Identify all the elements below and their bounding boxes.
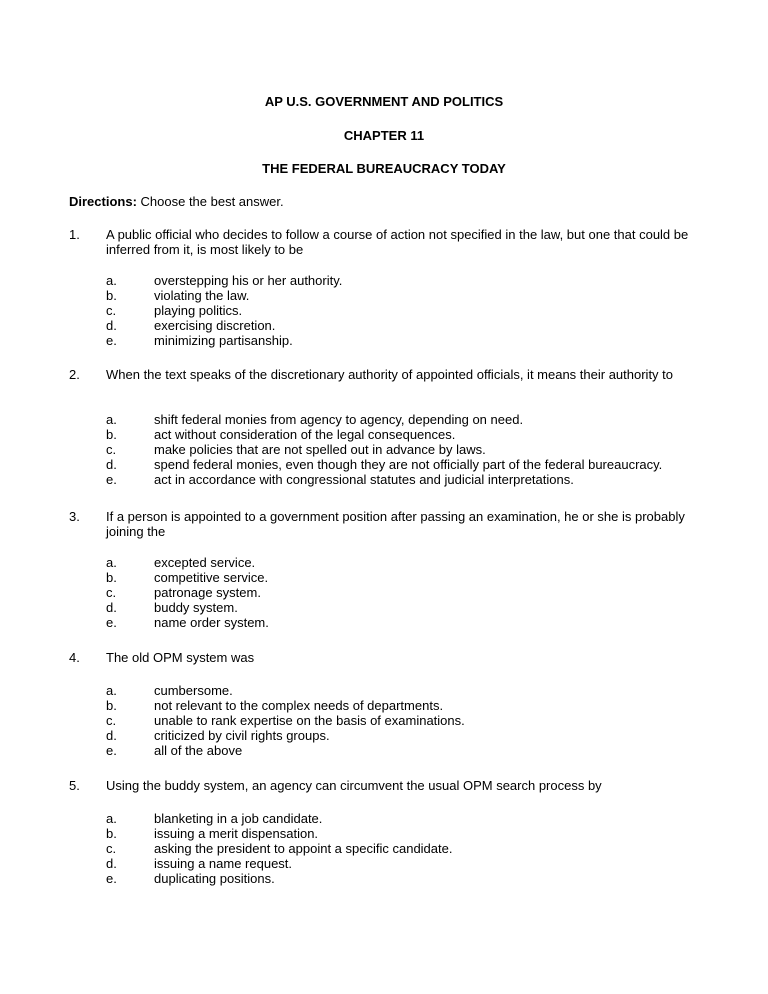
directions-text: Choose the best answer.	[136, 194, 284, 209]
answer-option	[106, 871, 706, 886]
option-letter: c.	[106, 841, 117, 856]
option-letter: c.	[106, 713, 117, 728]
answer-option	[106, 743, 706, 758]
option-text: duplicating positions.	[154, 871, 275, 886]
option-letter: e.	[106, 615, 117, 630]
answer-option	[106, 472, 706, 487]
option-letter: c.	[106, 585, 117, 600]
option-letter: d.	[106, 318, 117, 333]
answer-option	[106, 288, 706, 303]
option-letter: e.	[106, 743, 117, 758]
option-text: exercising discretion.	[154, 318, 276, 333]
chapter-title: THE FEDERAL BUREAUCRACY TODAY	[262, 161, 506, 176]
option-letter: b.	[106, 826, 117, 841]
answer-option	[106, 555, 706, 570]
option-letter: c.	[106, 303, 117, 318]
answer-option	[106, 713, 706, 728]
answer-option	[106, 333, 706, 348]
option-text: cumbersome.	[154, 683, 233, 698]
option-text: issuing a merit dispensation.	[154, 826, 319, 841]
answer-option	[106, 728, 706, 743]
option-text: all of the above	[154, 743, 243, 758]
option-text: asking the president to appoint a specific candidate.	[154, 841, 453, 856]
option-letter: d.	[106, 728, 117, 743]
answer-option	[106, 683, 706, 698]
answer-option	[106, 303, 706, 318]
directions	[69, 194, 284, 209]
option-letter: a.	[106, 683, 117, 698]
question-number: 4.	[69, 650, 80, 665]
option-letter: a.	[106, 811, 117, 826]
document-title: AP U.S. GOVERNMENT AND POLITICS	[264, 94, 504, 109]
option-letter: d.	[106, 457, 117, 472]
question-text: Using the buddy system, an agency can circumvent the usual OPM search process by	[106, 778, 602, 793]
option-text: issuing a name request.	[154, 856, 293, 871]
question-text: The old OPM system was	[106, 650, 255, 665]
answer-options	[106, 811, 706, 886]
option-letter: b.	[106, 698, 117, 713]
option-text: overstepping his or her authority.	[154, 273, 343, 288]
answer-option	[106, 600, 706, 615]
option-letter: b.	[106, 427, 117, 442]
option-letter: e.	[106, 333, 117, 348]
option-text: name order system.	[154, 615, 269, 630]
option-text: excepted service.	[154, 555, 256, 570]
answer-option	[106, 412, 706, 427]
option-text: buddy system.	[154, 600, 238, 615]
question-text: If a person is appointed to a government position after passing an examination, he or she is probably joining the	[106, 509, 685, 539]
answer-option	[106, 427, 706, 442]
answer-option	[106, 318, 706, 333]
option-text: patronage system.	[154, 585, 261, 600]
answer-option	[106, 811, 706, 826]
answer-options	[106, 273, 706, 348]
question-text: When the text speaks of the discretionary authority of appointed officials, it means their authority to	[106, 367, 674, 382]
answer-option	[106, 570, 706, 585]
option-text: not relevant to the complex needs of departments.	[154, 698, 444, 713]
answer-option	[106, 457, 706, 472]
option-letter: b.	[106, 570, 117, 585]
answer-options	[106, 683, 706, 758]
option-letter: a.	[106, 412, 117, 427]
question-number: 3.	[69, 509, 80, 524]
option-text: shift federal monies from agency to agency, depending on need.	[154, 412, 524, 427]
option-letter: e.	[106, 871, 117, 886]
answer-options	[106, 555, 706, 630]
answer-options	[106, 412, 706, 487]
answer-option	[106, 826, 706, 841]
answer-option	[106, 856, 706, 871]
answer-option	[106, 615, 706, 630]
option-text: unable to rank expertise on the basis of examinations.	[154, 713, 465, 728]
option-text: criticized by civil rights groups.	[154, 728, 330, 743]
directions-label: Directions:	[69, 194, 137, 209]
option-letter: e.	[106, 472, 117, 487]
answer-option	[106, 841, 706, 856]
option-text: violating the law.	[154, 288, 250, 303]
answer-option	[106, 273, 706, 288]
option-text: blanketing in a job candidate.	[154, 811, 323, 826]
option-letter: b.	[106, 288, 117, 303]
answer-option	[106, 442, 706, 457]
chapter-number: CHAPTER 11	[343, 128, 425, 143]
question-number: 1.	[69, 227, 80, 242]
option-text: competitive service.	[154, 570, 269, 585]
question-number: 5.	[69, 778, 80, 793]
option-letter: a.	[106, 555, 117, 570]
option-text: playing politics.	[154, 303, 243, 318]
question-number: 2.	[69, 367, 80, 382]
answer-option	[106, 585, 706, 600]
option-letter: d.	[106, 600, 117, 615]
option-text: minimizing partisanship.	[154, 333, 293, 348]
answer-option	[106, 698, 706, 713]
option-text: act without consideration of the legal consequences.	[154, 427, 456, 442]
option-text: make policies that are not spelled out in advance by laws.	[154, 442, 486, 457]
question-text: A public official who decides to follow a course of action not specified in the law, but one that could be inferred from it, is most likely to be	[106, 227, 689, 257]
option-letter: a.	[106, 273, 117, 288]
option-text: act in accordance with congressional statutes and judicial interpretations.	[154, 472, 574, 487]
option-text: spend federal monies, even though they are not officially part of the federal bureaucracy.	[154, 457, 663, 472]
option-letter: c.	[106, 442, 117, 457]
option-letter: d.	[106, 856, 117, 871]
